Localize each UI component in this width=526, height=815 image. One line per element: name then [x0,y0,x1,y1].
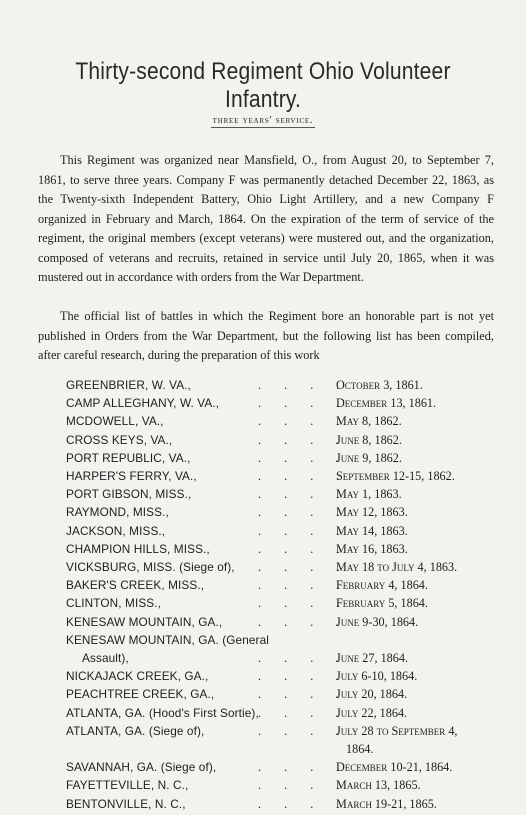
battle-place-name: VICKSBURG, MISS. [66,560,176,574]
battle-row [0,578,526,596]
battle-place-name: JACKSON, MISS., [66,523,166,538]
battle-place-name: CROSS KEYS, VA., [66,432,173,447]
battle-date: July 6-10, 1864. [336,669,418,684]
battle-date: 1864. [346,742,374,756]
leader-dots: . . . . [258,560,350,574]
battle-place-name: PORT GIBSON, MISS., [66,487,192,502]
battle-place-name: ATLANTA, GA. [66,705,146,720]
battle-row [0,596,526,614]
battle-place-name: SAVANNAH, GA. [66,760,158,775]
battle-place-note: (Siege of), [148,723,205,738]
battle-place-note: (General [222,632,269,647]
battle-place [66,451,191,465]
battle-row [0,633,526,651]
battle-place [66,560,235,574]
battle-place-note: (Hood's First Sortie), [148,705,259,720]
battle-row [0,451,526,469]
battle-date: September 12-15, 1862. [336,469,455,483]
battle-row [0,414,526,432]
battle-date: June 9-30, 1864. [336,614,419,629]
battle-place-name: KENESAW MOUNTAIN, GA. [66,632,219,647]
battle-place-name: CLINTON, MISS., [66,596,162,611]
leader-dots: . . . . [258,450,350,465]
leader-dots: . . . . [258,778,350,793]
leader-dots: . . . . [258,760,350,775]
battle-place [82,651,129,665]
leader-dots: . . . . [258,414,350,429]
battle-date: December 13, 1861. [336,396,437,411]
battle-row [0,433,526,451]
battle-place [66,724,204,738]
leader-dots: . . . . [258,396,350,411]
battle-place [66,414,164,428]
battle-row [0,724,526,742]
battle-place-name: KENESAW MOUNTAIN, GA., [66,614,223,629]
battle-place [66,378,191,392]
battle-place [66,760,216,774]
battle-date: May 8, 1862. [336,414,402,429]
battle-place-name: BAKER'S CREEK, MISS., [66,578,205,593]
battle-row [0,651,526,669]
battle-row [0,505,526,523]
battle-row [0,760,526,778]
battle-row [0,378,526,396]
leader-dots: . . . . [258,614,350,629]
battle-place [66,797,186,811]
battle-date: June 27, 1864. [336,651,408,665]
battle-row [0,560,526,578]
battle-place-note: Assault), [82,651,129,665]
battle-date: July 22, 1864. [336,705,408,720]
battle-place-name: ATLANTA, GA. [66,723,146,738]
battle-place-name: GREENBRIER, W. VA., [66,378,191,392]
battle-date: May 1, 1863. [336,487,402,502]
battle-date: February 5, 1864. [336,596,428,611]
battle-row [0,687,526,705]
battle-row [0,742,526,760]
battle-place [66,578,204,592]
battle-place [66,778,188,792]
battle-place-name: RAYMOND, MISS., [66,505,169,520]
subtitle-wrapper [0,110,526,128]
battle-date: March 19-21, 1865. [336,796,437,811]
battle-date: May 12, 1863. [336,505,408,520]
battle-date: July 20, 1864. [336,687,408,702]
battle-place [66,542,210,556]
paragraph-battle-list-intro: The official list of battles in which the Regiment bore an honorable part is not yet published in Orders from the War Department, but the following list has been compiled, after careful research, during the preparation of this work [38,309,494,362]
leader-dots: . . . . [258,687,350,702]
battle-place-name: FAYETTEVILLE, N. C., [66,778,189,793]
battle-row [0,778,526,796]
battle-place-name: HARPER'S FERRY, VA., [66,469,197,483]
battle-row [0,524,526,542]
battle-place-name: MCDOWELL, VA., [66,414,164,429]
leader-dots: . . . . [258,378,350,392]
service-subtitle: three years' service. [212,115,314,126]
battle-place [66,433,172,447]
battle-row [0,542,526,560]
battle-place-name: CAMP ALLEGHANY, W. VA., [66,396,220,411]
battle-row [0,669,526,687]
battle-place [66,505,169,519]
battle-date: May 14, 1863. [336,523,408,538]
battle-place [66,706,259,720]
battle-place-note: (Siege of), [160,760,217,775]
leader-dots: . . . . [258,796,350,811]
battle-place-name: PORT REPUBLIC, VA., [66,450,191,465]
battle-date: February 4, 1864. [336,578,428,593]
battle-row [0,469,526,487]
leader-dots: . . . . [258,541,350,556]
battle-date: May 16, 1863. [336,541,408,556]
leader-dots: . . . . [258,432,350,447]
battle-place [66,596,161,610]
battle-date: October 3, 1861. [336,378,423,392]
battle-place [66,669,208,683]
paragraph-organization: This Regiment was organized near Mansfield, O., from August 20, to September 7, 1861, to serve three years. Company F was permanently detached December 22, 1863, as the Twenty-sixth Independent Battery, Ohio Light Artillery, and a new Company F organized in February and March, 1864. On the expiration of the term of service of the regiment, the original members (except veterans) were mustered out, and the organization, composed of veterans and recruits, retained in service until July 20, 1865, when it was mustered out in accordance with orders from the War Department. [38,153,494,284]
leader-dots: . . . . [258,596,350,611]
leader-dots: . . . . [258,578,350,593]
battle-row [0,615,526,633]
battle-place-name: CHAMPION HILLS, MISS., [66,541,210,556]
battle-row [0,487,526,505]
leader-dots: . . . . [258,669,350,684]
battle-place [66,487,191,501]
battle-place [66,524,165,538]
leader-dots: . . . . [258,723,350,738]
battle-place-name: BENTONVILLE, N. C., [66,796,186,811]
leader-dots: . . . . [258,523,350,538]
battle-date: March 13, 1865. [336,778,421,793]
battle-row [0,706,526,724]
battle-row [0,797,526,815]
battle-date: May 18 to July 4, 1863. [336,560,458,574]
battle-place-name: NICKAJACK CREEK, GA., [66,669,209,684]
leader-dots: . . . . [258,705,350,720]
battle-place-name: PEACHTREE CREEK, GA., [66,687,215,702]
battle-place [66,396,219,410]
battle-place-note: (Siege of), [179,560,235,574]
battle-date: December 10-21, 1864. [336,760,453,775]
battle-place [66,615,222,629]
battle-place [66,633,269,647]
battle-row [0,396,526,414]
battle-place [66,687,214,701]
battle-date: June 9, 1862. [336,450,402,465]
leader-dots: . . . . [258,469,350,483]
leader-dots: . . . . [258,651,350,665]
battle-date: July 28 to September 4, [336,723,458,738]
battle-place [66,469,197,483]
leader-dots: . . . . [258,487,350,502]
battle-date: June 8, 1862. [336,432,402,447]
page-title: Thirty-second Regiment Ohio Volunteer Infantry. [75,58,451,113]
leader-dots: . . . . [258,505,350,520]
